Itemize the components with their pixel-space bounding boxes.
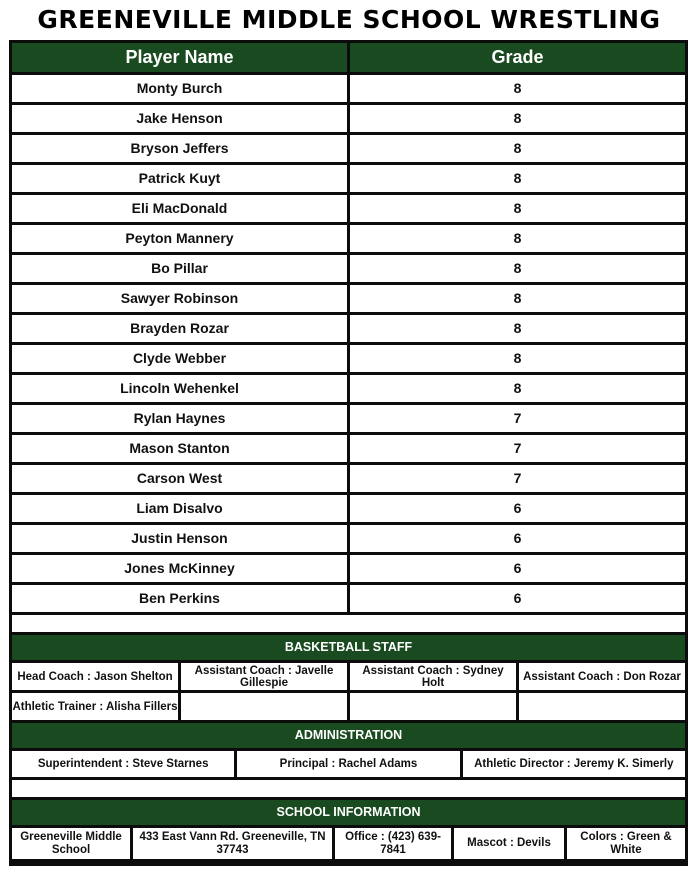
admin-superintendent: Superintendent : Steve Starnes	[12, 751, 234, 777]
table-row	[12, 465, 685, 492]
grade-cell: 8	[350, 285, 685, 312]
admin-athletic-director: Athletic Director : Jeremy K. Simerly	[463, 751, 685, 777]
player-name-cell: Clyde Webber	[12, 345, 347, 372]
blank-row	[12, 780, 685, 797]
grade-cell: 8	[350, 315, 685, 342]
table-row	[12, 375, 685, 402]
school-address: 433 East Vann Rd. Greeneville, TN 37743	[133, 828, 332, 859]
grade-cell: 8	[350, 195, 685, 222]
grade-cell: 6	[350, 495, 685, 522]
staff-empty-cell	[181, 693, 347, 720]
table-row	[12, 555, 685, 582]
table-row	[12, 225, 685, 252]
school-name: Greeneville Middle School	[12, 828, 130, 859]
grade-cell: 8	[350, 255, 685, 282]
player-name-cell: Monty Burch	[12, 75, 347, 102]
player-name-cell: Patrick Kuyt	[12, 165, 347, 192]
staff-athletic-trainer: Athletic Trainer : Alisha Fillers	[12, 693, 178, 720]
administration-row	[12, 751, 685, 777]
grade-cell: 8	[350, 105, 685, 132]
grade-cell: 8	[350, 75, 685, 102]
player-name-cell: Jake Henson	[12, 105, 347, 132]
grade-cell: 7	[350, 435, 685, 462]
table-row	[12, 315, 685, 342]
school-info-heading: SCHOOL INFORMATION	[12, 800, 685, 825]
grade-cell: 8	[350, 165, 685, 192]
table-row	[12, 135, 685, 162]
table-row	[12, 585, 685, 612]
player-name-cell: Justin Henson	[12, 525, 347, 552]
player-name-cell: Lincoln Wehenkel	[12, 375, 347, 402]
player-name-cell: Mason Stanton	[12, 435, 347, 462]
staff-assistant-coach-1: Assistant Coach : Javelle Gillespie	[181, 663, 347, 690]
player-name-cell: Peyton Mannery	[12, 225, 347, 252]
roster-sheet	[9, 40, 688, 866]
table-row	[12, 75, 685, 102]
roster-grid	[12, 43, 685, 859]
blank-row	[12, 615, 685, 632]
grade-cell: 6	[350, 555, 685, 582]
player-name-cell: Bryson Jeffers	[12, 135, 347, 162]
table-row	[12, 285, 685, 312]
staff-assistant-coach-2: Assistant Coach : Sydney Holt	[350, 663, 516, 690]
grade-cell: 8	[350, 345, 685, 372]
school-colors: Colors : Green & White	[567, 828, 685, 859]
table-row	[12, 495, 685, 522]
player-name-cell: Jones McKinney	[12, 555, 347, 582]
grade-cell: 7	[350, 405, 685, 432]
table-row	[12, 345, 685, 372]
school-info-row	[12, 828, 685, 859]
table-row	[12, 405, 685, 432]
administration-heading: ADMINISTRATION	[12, 723, 685, 748]
staff-heading: BASKETBALL STAFF	[12, 635, 685, 660]
grade-cell: 6	[350, 525, 685, 552]
table-row	[12, 195, 685, 222]
table-row	[12, 255, 685, 282]
player-name-cell: Rylan Haynes	[12, 405, 347, 432]
player-name-cell: Ben Perkins	[12, 585, 347, 612]
grade-cell: 8	[350, 375, 685, 402]
table-row	[12, 165, 685, 192]
staff-head-coach: Head Coach : Jason Shelton	[12, 663, 178, 690]
school-office-phone: Office : (423) 639-7841	[335, 828, 451, 859]
table-row	[12, 525, 685, 552]
staff-row-1	[12, 663, 685, 690]
player-name-cell: Sawyer Robinson	[12, 285, 347, 312]
roster-rows	[12, 75, 685, 612]
player-name-cell: Liam Disalvo	[12, 495, 347, 522]
grade-cell: 6	[350, 585, 685, 612]
staff-assistant-coach-3: Assistant Coach : Don Rozar	[519, 663, 685, 690]
table-header	[12, 43, 685, 72]
player-name-cell: Brayden Rozar	[12, 315, 347, 342]
grade-cell: 7	[350, 465, 685, 492]
player-name-cell: Bo Pillar	[12, 255, 347, 282]
staff-empty-cell	[519, 693, 685, 720]
player-name-cell: Carson West	[12, 465, 347, 492]
staff-empty-cell	[350, 693, 516, 720]
column-header-grade: Grade	[491, 47, 544, 67]
grade-cell: 8	[350, 135, 685, 162]
admin-principal: Principal : Rachel Adams	[237, 751, 459, 777]
staff-row-2	[12, 693, 685, 720]
column-header-player-name: Player Name	[12, 43, 350, 72]
school-mascot: Mascot : Devils	[454, 828, 564, 859]
page-title: GREENEVILLE MIDDLE SCHOOL WRESTLING	[37, 5, 661, 34]
player-name-cell: Eli MacDonald	[12, 195, 347, 222]
table-row	[12, 435, 685, 462]
table-row	[12, 105, 685, 132]
grade-cell: 8	[350, 225, 685, 252]
